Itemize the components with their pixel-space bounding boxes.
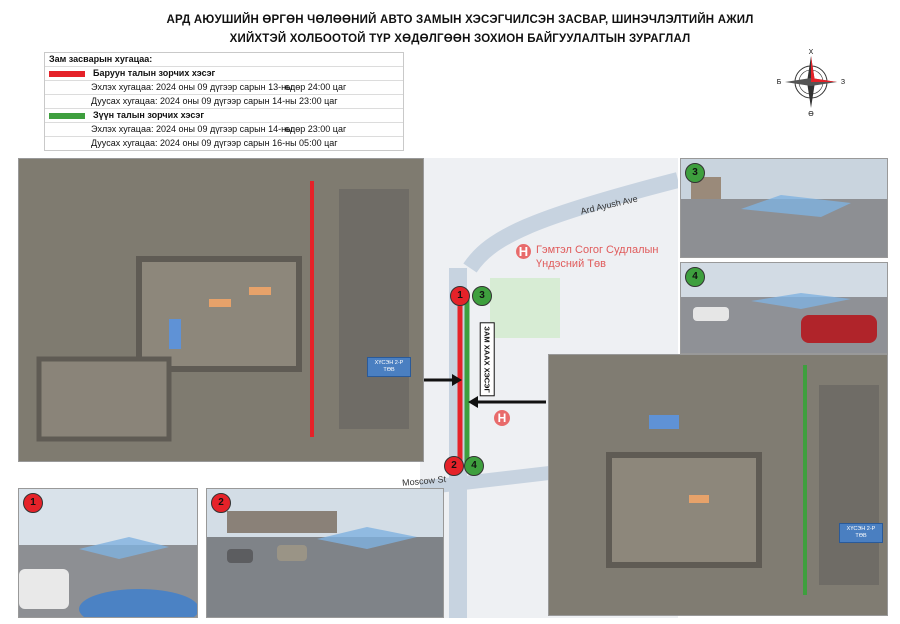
road-closure-label: ЗАМ ХААХ ХЭСЭГ: [480, 322, 495, 396]
aerial-left-sign: ХҮСЭН 2-Р ТӨВ: [367, 357, 411, 377]
legend-west-row: [45, 66, 403, 80]
legend-west-label: Баруун талын зорчих хэсэг: [93, 68, 216, 78]
photo-1-marker: 1: [23, 493, 43, 513]
legend-east-label: Зүүн талын зорчих хэсэг: [93, 110, 205, 120]
compass-north: Х: [808, 49, 814, 56]
photo-1-drawing: [19, 489, 197, 617]
legend-east-start: [45, 122, 403, 136]
aerial-right-sign: ХҮСЭН 2-Р ТӨВ: [839, 523, 883, 543]
hospital-icon-2[interactable]: H: [494, 410, 510, 426]
legend-west-start-text: Эхлэх хугацаа: 2024 оны 09 дүгээр сарын 13-ны: [91, 82, 293, 92]
legend-west-start-time: өдөр 24:00 цаг: [285, 82, 347, 92]
page-title-line1: АРД АЮУШИЙН ӨРГӨН ЧӨЛӨӨНИЙ АВТО ЗАМЫН ХЭСЭГЧИЛСЭН ЗАСВАР, ШИНЭЧЛЭЛТИЙН АЖИЛ: [166, 14, 754, 26]
legend-east-end: Дуусах хугацаа: 2024 оны 09 дүгээр сарын 16-ны 05:00 цаг: [45, 136, 403, 150]
poi-name-line1: Гэмтэл Согог Судлалын: [536, 244, 659, 256]
marker-2[interactable]: 2: [444, 456, 464, 476]
aerial-right-drawing: [549, 355, 887, 615]
street-photo-1[interactable]: [18, 488, 198, 618]
legend-east-start-time: өдөр 23:00 цаг: [285, 124, 347, 134]
legend-west-start: [45, 80, 403, 94]
compass-west: Б: [776, 79, 782, 86]
photo-4-drawing: [681, 263, 887, 353]
hospital-icon[interactable]: H: [516, 244, 531, 259]
poi-name-line2: Үндэсний Төв: [536, 258, 606, 270]
aerial-left-drawing: [19, 159, 423, 461]
street-label-ard-ayush: Ard Ayush Ave: [579, 193, 639, 217]
marker-1[interactable]: 1: [450, 286, 470, 306]
photo-3-drawing: [681, 159, 887, 257]
compass-rose-icon: [776, 46, 846, 116]
legend-table: [44, 52, 404, 151]
legend-west-end: Дуусах хугацаа: 2024 оны 09 дүгээр сарын 14-ны 23:00 цаг: [45, 94, 403, 108]
street-photo-3[interactable]: [680, 158, 888, 258]
photo-2-drawing: [207, 489, 443, 617]
aerial-photo-right[interactable]: [548, 354, 888, 616]
street-photo-2[interactable]: [206, 488, 444, 618]
street-photo-4[interactable]: [680, 262, 888, 354]
marker-4[interactable]: 4: [464, 456, 484, 476]
legend-header: Зам засварын хугацаа:: [49, 54, 153, 64]
photo-3-marker: 3: [685, 163, 705, 183]
aerial-photo-left[interactable]: [18, 158, 424, 462]
marker-3[interactable]: 3: [472, 286, 492, 306]
compass-south: Ө: [808, 111, 814, 116]
street-label-moscow: Moscow St: [401, 474, 447, 488]
legend-east-start-text: Эхлэх хугацаа: 2024 оны 09 дүгээр сарын 14-ны: [91, 124, 293, 134]
legend-east-swatch: [49, 113, 85, 119]
legend-west-swatch: [49, 71, 85, 77]
arrow-left-icon: [466, 392, 548, 412]
photo-4-marker: 4: [685, 267, 705, 287]
legend-east-row: [45, 108, 403, 122]
compass-east: З: [840, 79, 846, 86]
page-title-line2: ХИЙХТЭЙ ХОЛБООТОЙ ТҮР ХӨДӨЛГӨӨН ЗОХИОН БАЙГУУЛАЛТЫН ЗУРАГЛАЛ: [229, 33, 691, 45]
photo-2-marker: 2: [211, 493, 231, 513]
